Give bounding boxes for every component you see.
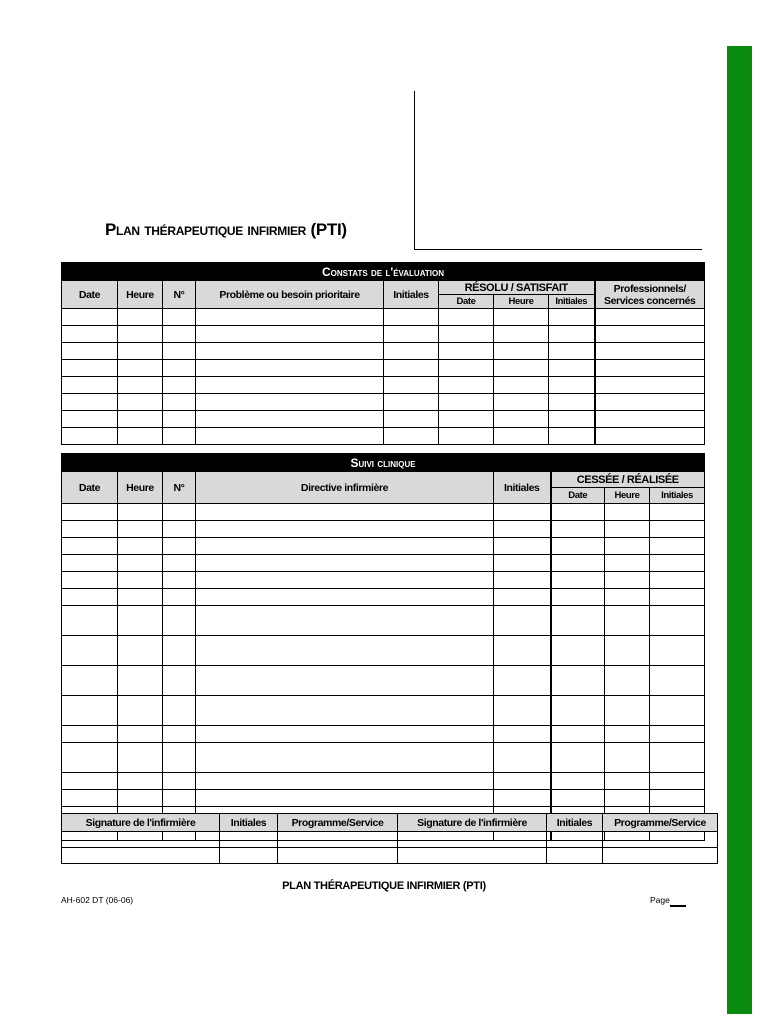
entry-cell[interactable] — [118, 411, 163, 428]
entry-cell[interactable] — [549, 343, 595, 360]
entry-cell[interactable] — [549, 411, 595, 428]
suivi-row — [62, 555, 705, 572]
entry-cell[interactable] — [62, 572, 118, 589]
entry-cell[interactable] — [62, 411, 118, 428]
entry-cell[interactable] — [118, 743, 163, 773]
entry-cell[interactable] — [62, 504, 118, 521]
entry-cell[interactable] — [196, 377, 384, 394]
entry-cell[interactable] — [384, 377, 439, 394]
entry-cell[interactable] — [494, 773, 551, 790]
entry-cell[interactable] — [439, 428, 494, 445]
entry-cell[interactable] — [494, 343, 549, 360]
suivi-table — [61, 453, 705, 841]
entry-cell[interactable] — [62, 555, 118, 572]
entry-cell[interactable] — [551, 606, 605, 636]
form-code: AH-602 DT (06-06) — [61, 895, 134, 905]
entry-cell[interactable] — [494, 589, 551, 606]
entry-cell[interactable] — [384, 360, 439, 377]
entry-cell[interactable] — [384, 411, 439, 428]
entry-cell[interactable] — [494, 326, 549, 343]
suivi-row — [62, 696, 705, 726]
sub-header-date: Date — [551, 488, 605, 504]
entry-cell[interactable] — [650, 726, 705, 743]
entry-cell[interactable] — [494, 790, 551, 807]
entry-cell[interactable] — [605, 555, 650, 572]
entry-cell[interactable] — [118, 726, 163, 743]
entry-cell[interactable] — [118, 360, 163, 377]
entry-cell[interactable] — [62, 589, 118, 606]
entry-cell[interactable] — [118, 428, 163, 445]
col-header-signature: Signature de l'infirmière — [62, 814, 220, 832]
entry-cell[interactable] — [439, 360, 494, 377]
entry-cell[interactable] — [118, 773, 163, 790]
entry-cell[interactable] — [62, 606, 118, 636]
entry-cell[interactable] — [494, 411, 549, 428]
entry-cell[interactable] — [196, 696, 494, 726]
entry-cell[interactable] — [62, 696, 118, 726]
suivi-row — [62, 521, 705, 538]
entry-cell[interactable] — [384, 326, 439, 343]
entry-cell[interactable] — [595, 394, 705, 411]
entry-cell[interactable] — [494, 504, 551, 521]
suivi-row — [62, 743, 705, 773]
col-header-no: N° — [163, 281, 196, 309]
col-header-initiales: Initiales — [494, 472, 551, 504]
entry-cell[interactable] — [196, 790, 494, 807]
entry-cell[interactable] — [551, 696, 605, 726]
entry-cell[interactable] — [549, 394, 595, 411]
entry-cell[interactable] — [595, 411, 705, 428]
entry-cell[interactable] — [196, 343, 384, 360]
entry-cell[interactable] — [118, 326, 163, 343]
entry-cell[interactable] — [605, 504, 650, 521]
signature-rows — [62, 832, 718, 864]
entry-cell[interactable] — [551, 726, 605, 743]
sub-header-initiales: Initiales — [549, 295, 595, 309]
entry-cell[interactable] — [196, 309, 384, 326]
entry-cell[interactable] — [551, 666, 605, 696]
entry-cell[interactable] — [62, 790, 118, 807]
entry-cell[interactable] — [547, 848, 603, 864]
entry-cell[interactable] — [196, 636, 494, 666]
entry-cell[interactable] — [595, 343, 705, 360]
entry-cell[interactable] — [551, 743, 605, 773]
entry-cell[interactable] — [605, 666, 650, 696]
entry-cell[interactable] — [163, 555, 196, 572]
entry-cell[interactable] — [196, 360, 384, 377]
signature-row — [62, 832, 718, 848]
entry-cell[interactable] — [163, 726, 196, 743]
suivi-rows — [62, 504, 705, 841]
col-header-initiales: Initiales — [547, 814, 603, 832]
col-header-initiales: Initiales — [384, 281, 439, 309]
entry-cell[interactable] — [650, 636, 705, 666]
entry-cell[interactable] — [650, 743, 705, 773]
entry-cell[interactable] — [163, 343, 196, 360]
entry-cell[interactable] — [118, 309, 163, 326]
entry-cell[interactable] — [118, 589, 163, 606]
entry-cell[interactable] — [163, 743, 196, 773]
entry-cell[interactable] — [551, 538, 605, 555]
entry-cell[interactable] — [551, 555, 605, 572]
entry-cell[interactable] — [118, 636, 163, 666]
entry-cell[interactable] — [549, 428, 595, 445]
col-header-no: N° — [163, 472, 196, 504]
entry-cell[interactable] — [278, 848, 398, 864]
entry-cell[interactable] — [163, 790, 196, 807]
entry-cell[interactable] — [196, 411, 384, 428]
constats-row — [62, 326, 705, 343]
entry-cell[interactable] — [62, 636, 118, 666]
entry-cell[interactable] — [439, 326, 494, 343]
entry-cell[interactable] — [398, 832, 547, 848]
entry-cell[interactable] — [196, 394, 384, 411]
entry-cell[interactable] — [118, 377, 163, 394]
entry-cell[interactable] — [595, 428, 705, 445]
entry-cell[interactable] — [551, 521, 605, 538]
constats-row — [62, 411, 705, 428]
entry-cell[interactable] — [595, 360, 705, 377]
entry-cell[interactable] — [494, 606, 551, 636]
entry-cell[interactable] — [196, 743, 494, 773]
entry-cell[interactable] — [163, 411, 196, 428]
entry-cell[interactable] — [494, 555, 551, 572]
entry-cell[interactable] — [163, 572, 196, 589]
entry-cell[interactable] — [163, 521, 196, 538]
entry-cell[interactable] — [650, 538, 705, 555]
entry-cell[interactable] — [62, 428, 118, 445]
entry-cell[interactable] — [551, 773, 605, 790]
entry-cell[interactable] — [196, 606, 494, 636]
entry-cell[interactable] — [196, 538, 494, 555]
entry-cell[interactable] — [163, 428, 196, 445]
entry-cell[interactable] — [549, 326, 595, 343]
entry-cell[interactable] — [494, 572, 551, 589]
entry-cell[interactable] — [118, 343, 163, 360]
entry-cell[interactable] — [595, 377, 705, 394]
group-header-cessee: CESSÉE / RÉALISÉE — [551, 472, 705, 488]
suivi-row — [62, 790, 705, 807]
professionnels-line-1: Professionnels/ — [613, 282, 686, 295]
entry-cell[interactable] — [595, 326, 705, 343]
sub-header-heure: Heure — [494, 295, 549, 309]
entry-cell[interactable] — [494, 360, 549, 377]
entry-cell[interactable] — [384, 309, 439, 326]
entry-cell[interactable] — [62, 521, 118, 538]
entry-cell[interactable] — [494, 726, 551, 743]
entry-cell[interactable] — [196, 726, 494, 743]
entry-cell[interactable] — [163, 636, 196, 666]
entry-cell[interactable] — [220, 832, 278, 848]
col-header-date: Date — [62, 472, 118, 504]
entry-cell[interactable] — [62, 726, 118, 743]
constats-band-title: Constats de l'évaluation — [62, 263, 705, 281]
footer-title: PLAN THÉRAPEUTIQUE INFIRMIER (PTI) — [282, 880, 486, 892]
patient-id-box-border — [414, 91, 415, 250]
entry-cell[interactable] — [494, 394, 549, 411]
green-side-bar — [727, 46, 752, 1014]
entry-cell[interactable] — [163, 773, 196, 790]
suivi-row — [62, 589, 705, 606]
entry-cell[interactable] — [494, 377, 549, 394]
entry-cell[interactable] — [196, 326, 384, 343]
entry-cell[interactable] — [62, 773, 118, 790]
entry-cell[interactable] — [494, 309, 549, 326]
entry-cell[interactable] — [62, 538, 118, 555]
entry-cell[interactable] — [650, 589, 705, 606]
entry-cell[interactable] — [650, 666, 705, 696]
col-header-programme: Programme/Service — [278, 814, 398, 832]
entry-cell[interactable] — [494, 521, 551, 538]
entry-cell[interactable] — [551, 572, 605, 589]
entry-cell[interactable] — [439, 377, 494, 394]
entry-cell[interactable] — [551, 790, 605, 807]
entry-cell[interactable] — [163, 589, 196, 606]
entry-cell[interactable] — [118, 504, 163, 521]
entry-cell[interactable] — [494, 696, 551, 726]
suivi-row — [62, 538, 705, 555]
entry-cell[interactable] — [650, 773, 705, 790]
entry-cell[interactable] — [650, 696, 705, 726]
entry-cell[interactable] — [196, 589, 494, 606]
entry-cell[interactable] — [62, 377, 118, 394]
entry-cell[interactable] — [62, 743, 118, 773]
entry-cell[interactable] — [62, 394, 118, 411]
entry-cell[interactable] — [603, 832, 718, 848]
entry-cell[interactable] — [650, 572, 705, 589]
suivi-row — [62, 666, 705, 696]
entry-cell[interactable] — [605, 538, 650, 555]
page-label: Page — [650, 895, 670, 905]
suivi-band-title: Suivi clinique — [62, 454, 705, 472]
constats-row — [62, 360, 705, 377]
entry-cell[interactable] — [196, 521, 494, 538]
entry-cell[interactable] — [605, 743, 650, 773]
professionnels-line-2: Services concernés — [604, 294, 696, 307]
entry-cell[interactable] — [278, 832, 398, 848]
entry-cell[interactable] — [163, 504, 196, 521]
entry-cell[interactable] — [196, 773, 494, 790]
constats-row — [62, 309, 705, 326]
col-header-heure: Heure — [118, 281, 163, 309]
col-header-signature: Signature de l'infirmière — [398, 814, 547, 832]
entry-cell[interactable] — [62, 666, 118, 696]
entry-cell[interactable] — [650, 790, 705, 807]
entry-cell[interactable] — [605, 726, 650, 743]
entry-cell[interactable] — [118, 696, 163, 726]
entry-cell[interactable] — [163, 360, 196, 377]
entry-cell[interactable] — [547, 832, 603, 848]
sub-header-initiales: Initiales — [650, 488, 705, 504]
col-header-date: Date — [62, 281, 118, 309]
entry-cell[interactable] — [551, 504, 605, 521]
entry-cell[interactable] — [118, 555, 163, 572]
constats-row — [62, 377, 705, 394]
entry-cell[interactable] — [196, 572, 494, 589]
constats-table — [61, 262, 705, 445]
entry-cell[interactable] — [118, 606, 163, 636]
col-header-probleme: Problème ou besoin prioritaire — [196, 281, 384, 309]
entry-cell[interactable] — [163, 606, 196, 636]
entry-cell[interactable] — [605, 606, 650, 636]
entry-cell[interactable] — [384, 428, 439, 445]
suivi-row — [62, 636, 705, 666]
entry-cell[interactable] — [62, 309, 118, 326]
entry-cell[interactable] — [439, 411, 494, 428]
entry-cell[interactable] — [62, 832, 220, 848]
entry-cell[interactable] — [605, 790, 650, 807]
entry-cell[interactable] — [549, 360, 595, 377]
constats-row — [62, 394, 705, 411]
entry-cell[interactable] — [549, 377, 595, 394]
entry-cell[interactable] — [605, 589, 650, 606]
entry-cell[interactable] — [163, 394, 196, 411]
constats-row — [62, 428, 705, 445]
entry-cell[interactable] — [163, 309, 196, 326]
entry-cell[interactable] — [118, 521, 163, 538]
entry-cell[interactable] — [398, 848, 547, 864]
suivi-row — [62, 606, 705, 636]
entry-cell[interactable] — [62, 326, 118, 343]
page-number-field[interactable] — [670, 905, 686, 907]
entry-cell[interactable] — [494, 538, 551, 555]
constats-row — [62, 343, 705, 360]
entry-cell[interactable] — [650, 504, 705, 521]
entry-cell[interactable] — [220, 848, 278, 864]
suivi-row — [62, 773, 705, 790]
entry-cell[interactable] — [163, 326, 196, 343]
entry-cell[interactable] — [494, 743, 551, 773]
entry-cell[interactable] — [118, 790, 163, 807]
col-header-initiales: Initiales — [220, 814, 278, 832]
entry-cell[interactable] — [163, 377, 196, 394]
entry-cell[interactable] — [118, 538, 163, 555]
entry-cell[interactable] — [603, 848, 718, 864]
col-header-professionnels — [595, 281, 705, 309]
entry-cell[interactable] — [605, 696, 650, 726]
entry-cell[interactable] — [118, 394, 163, 411]
entry-cell[interactable] — [551, 636, 605, 666]
entry-cell[interactable] — [196, 428, 384, 445]
col-header-heure: Heure — [118, 472, 163, 504]
entry-cell[interactable] — [650, 555, 705, 572]
entry-cell[interactable] — [494, 666, 551, 696]
entry-cell[interactable] — [439, 343, 494, 360]
entry-cell[interactable] — [549, 309, 595, 326]
entry-cell[interactable] — [62, 360, 118, 377]
entry-cell[interactable] — [605, 521, 650, 538]
sub-header-heure: Heure — [605, 488, 650, 504]
entry-cell[interactable] — [439, 309, 494, 326]
entry-cell[interactable] — [118, 666, 163, 696]
entry-cell[interactable] — [595, 309, 705, 326]
signature-row — [62, 848, 718, 864]
entry-cell[interactable] — [384, 343, 439, 360]
entry-cell[interactable] — [494, 428, 549, 445]
entry-cell[interactable] — [163, 696, 196, 726]
entry-cell[interactable] — [62, 848, 220, 864]
entry-cell[interactable] — [551, 589, 605, 606]
entry-cell[interactable] — [605, 572, 650, 589]
entry-cell[interactable] — [439, 394, 494, 411]
patient-id-box-border — [414, 249, 702, 250]
suivi-row — [62, 726, 705, 743]
document-title: Plan thérapeutique infirmier (PTI) — [105, 220, 347, 239]
suivi-row — [62, 504, 705, 521]
col-header-programme: Programme/Service — [603, 814, 718, 832]
entry-cell[interactable] — [196, 666, 494, 696]
entry-cell[interactable] — [494, 636, 551, 666]
entry-cell[interactable] — [163, 666, 196, 696]
entry-cell[interactable] — [62, 343, 118, 360]
entry-cell[interactable] — [605, 636, 650, 666]
constats-rows — [62, 309, 705, 445]
group-header-resolu: RÉSOLU / SATISFAIT — [439, 281, 595, 295]
entry-cell[interactable] — [163, 538, 196, 555]
entry-cell[interactable] — [196, 555, 494, 572]
entry-cell[interactable] — [605, 773, 650, 790]
sub-header-date: Date — [439, 295, 494, 309]
entry-cell[interactable] — [118, 572, 163, 589]
entry-cell[interactable] — [650, 521, 705, 538]
entry-cell[interactable] — [650, 606, 705, 636]
entry-cell[interactable] — [384, 394, 439, 411]
signature-table — [61, 813, 718, 864]
suivi-row — [62, 572, 705, 589]
entry-cell[interactable] — [196, 504, 494, 521]
col-header-directive: Directive infirmière — [196, 472, 494, 504]
